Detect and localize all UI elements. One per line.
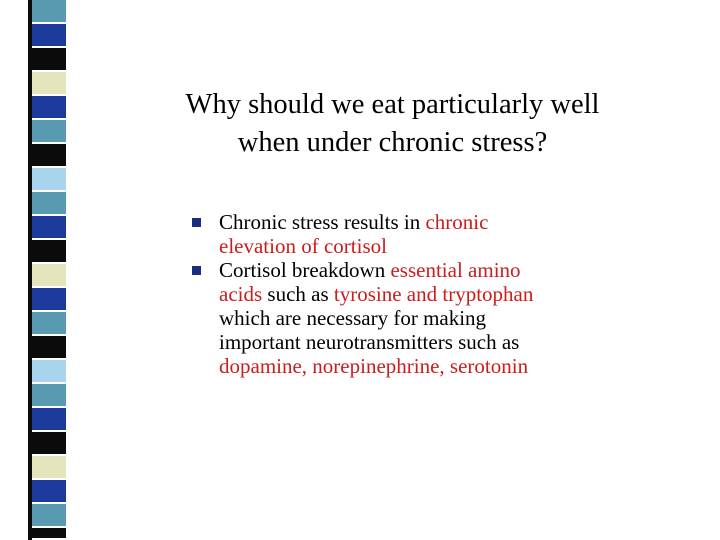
bullet-line: [219, 330, 603, 354]
strip-block: [32, 48, 66, 70]
strip-block: [32, 216, 66, 238]
strip-block: [32, 0, 66, 22]
strip-block: [32, 24, 66, 46]
body-text: which are necessary for making: [219, 306, 487, 330]
body-text: Cortisol breakdown: [219, 258, 391, 282]
highlighted-text: dopamine, norepinephrine, serotonin: [219, 354, 529, 378]
strip-block: [32, 336, 66, 358]
strip-block: [32, 96, 66, 118]
strip-block: [32, 120, 66, 142]
highlighted-text: essential amino: [390, 258, 521, 282]
strip-block: [32, 312, 66, 334]
strip-block: [32, 432, 66, 454]
strip-block: [32, 456, 66, 478]
title-line: when under chronic stress?: [237, 127, 548, 158]
bullet-line: [219, 354, 603, 378]
bullet-line: [219, 210, 603, 234]
strip-block: [32, 72, 66, 94]
slide-title: [150, 86, 635, 162]
strip-block: [32, 360, 66, 382]
decorative-strip: [28, 0, 70, 540]
bullet-line: [219, 306, 603, 330]
highlighted-text: tyrosine and tryptophan: [333, 282, 534, 306]
square-bullet-icon: [192, 266, 201, 275]
body-text: important neurotransmitters such as: [219, 330, 520, 354]
strip-block: [32, 408, 66, 430]
strip-block: [32, 288, 66, 310]
highlighted-text: elevation of cortisol: [219, 234, 387, 258]
strip-block: [32, 168, 66, 190]
body-text: Chronic stress results in: [219, 210, 426, 234]
strip-block: [32, 264, 66, 286]
title-line: Why should we eat particularly well: [185, 89, 600, 120]
square-bullet-icon: [192, 218, 201, 227]
bullet-list: [183, 210, 603, 378]
strip-block: [32, 504, 66, 526]
strip-block: [32, 528, 66, 538]
bullet-line: [219, 258, 603, 282]
bullet-item: [183, 210, 603, 258]
bullet-line: [219, 282, 603, 306]
strip-block: [32, 480, 66, 502]
bullet-item: [183, 258, 603, 378]
strip-block: [32, 384, 66, 406]
body-text: such as: [262, 282, 334, 306]
bullet-line: [219, 234, 603, 258]
strip-block: [32, 240, 66, 262]
highlighted-text: chronic: [425, 210, 489, 234]
highlighted-text: acids: [219, 282, 263, 306]
strip-block: [32, 192, 66, 214]
strip-block: [32, 144, 66, 166]
